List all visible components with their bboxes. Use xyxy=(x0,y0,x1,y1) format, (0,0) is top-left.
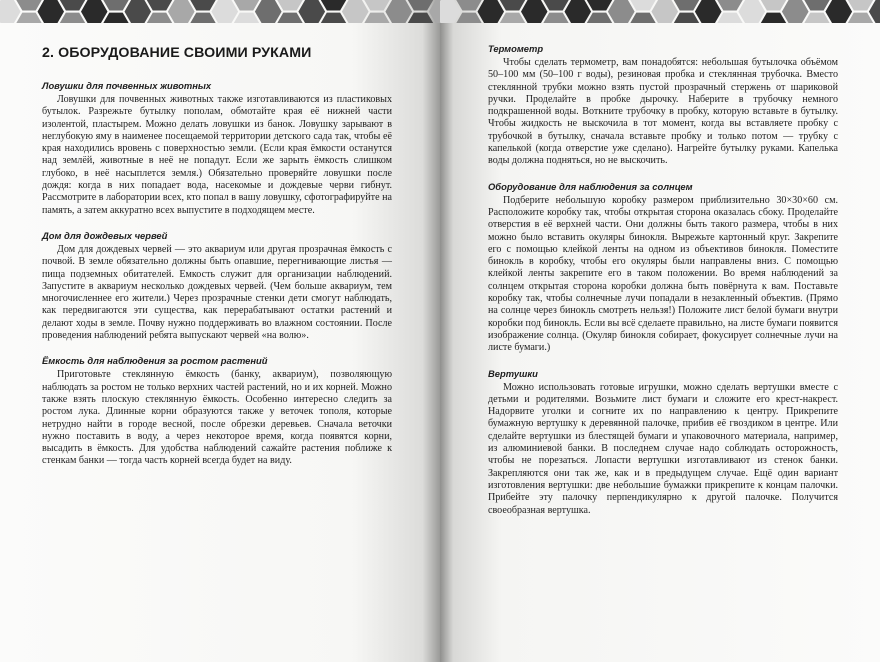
hexagon-tile xyxy=(407,13,434,23)
section-heading-worm-house: Дом для дождевых червей xyxy=(42,229,168,241)
hexagon-tile xyxy=(103,13,130,23)
hexagon-tile xyxy=(125,0,152,23)
hexagon-tile xyxy=(521,0,548,23)
hexagon-tile xyxy=(407,0,434,11)
hexagon-tile xyxy=(565,0,592,23)
section-text-thermometer: Чтобы сделать термометр, вам понадобятся: небольшая бутылочка объёмом 50–100 мм (50–100 г воды), резиновая пробка и стеклянная трубочка. Вместо стеклянной трубки можно взять пустой прозрачный стержень от шариковой ручки. Проделайте в пробке дырочку. Наберите в трубочку немного подкрашенной воды. Воткните трубочку в пробку, которую вставьте в бутылку. Чтобы жидкость не выскочила в тот момент, когда вы вставляете пробку с трубочкой в бутылку, сначала вставьте пробку и только потом — трубку с капелькой (когда отверстие уже сделано). Нагрейте бутылку руками. Капелька воды должна подняться, но не выскочить. xyxy=(488,57,838,167)
hexagon-tile xyxy=(59,0,86,11)
hexagon-tile xyxy=(738,0,765,23)
hexagon-tile xyxy=(255,0,282,23)
hexagon-tile xyxy=(168,0,195,23)
hexagon-tile xyxy=(16,13,43,23)
hexagon-tile xyxy=(38,0,65,23)
hexagon-tile xyxy=(59,13,86,23)
hexagon-tile xyxy=(825,0,852,23)
hexagon-tile xyxy=(81,0,108,23)
hexagon-tile xyxy=(608,0,635,23)
hexagon-tile xyxy=(673,0,700,11)
hexagon-tile xyxy=(804,0,831,11)
hexagon-tile xyxy=(717,0,744,11)
hexagon-tile xyxy=(16,0,43,11)
hexagon-pattern xyxy=(0,0,440,23)
hexagon-tile xyxy=(233,0,260,11)
section-heading-pinwheels: Вертушки xyxy=(488,367,538,379)
hexagon-tile xyxy=(146,0,173,11)
hexagon-tile xyxy=(298,0,325,23)
hexagon-tile xyxy=(146,13,173,23)
section-text-soil-traps: Ловушки для почвенных животных также изготавливаются из пластиковых бутылок. Разрежьте бутылку пополам, обмотайте края её нижней части изолентой, пластырем. Можно делать ловушки из банок. Ловушку зарывают в неглубокую яму в наименее посещаемой территории детского сада так, чтобы её края находились вровень с поверхностью земли. (Если края ёмкости останутся над землёй, животные в неё не попадут. Если же зарыть ёмкость слишком глубоко, в неё насыплется земля.) Обязательно проверяйте ловушки после дождя: когда в них попадает вода, насекомые и дождевые черви гибнут. Рассмотрите в лаборатории всех, кто попал в вашу ловушку, сфотографируйте на память, а затем аккуратно всех выпустите в подходящем месте. xyxy=(42,94,392,216)
hexagon-tile xyxy=(782,0,809,23)
chapter-title: 2. ОБОРУДОВАНИЕ СВОИМИ РУКАМИ xyxy=(42,45,312,61)
hexagon-tile xyxy=(320,13,347,23)
hexagon-tile xyxy=(233,13,260,23)
hexagon-tile xyxy=(190,0,217,11)
hexagon-tile xyxy=(543,13,570,23)
hexagon-tile xyxy=(651,0,678,23)
hexagon-tile xyxy=(499,0,526,11)
hexagon-tile xyxy=(695,0,722,23)
hexagon-tile xyxy=(0,0,21,23)
hexagon-tile xyxy=(673,13,700,23)
section-text-sun-observation: Подберите небольшую коробку размером приблизительно 30×30×60 см. Расположите коробку так, чтобы открытая сторона оказалась сбоку. Проделайте отверстия в её верхней части. Они должны быть такого размера, чтобы в них можно было вставить окуляры бинокля. Вырежьте картонный круг. Закрепите его с помощью клейкой ленты на одном из объективов бинокля. Поместите бинокль в коробку, чтобы его окуляры были направлены вниз. С помощью клейкой ленты закрепите его в таком положении. Во время наблюдений за солнцем открытая сторона коробки должна быть повёрнута к вам. Поставьте коробку так, чтобы солнечные лучи попадали в незакленный объектив. (Прямо на солнце через бинокль смотреть нельзя!) Положите лист белой бумаги внутри коробки под бинокль. Если вы всё сделаете правильно, на листе бумаги появится изображение солнца. (Окуляр бинокля собирает, фокусирует солнечные лучи на листе бумаги.) xyxy=(488,194,838,354)
right-page xyxy=(440,0,880,662)
hexagon-tile xyxy=(717,13,744,23)
right-page-content xyxy=(488,43,838,530)
hexagon-tile xyxy=(630,0,657,11)
hexagon-tile xyxy=(499,13,526,23)
hexagon-tile xyxy=(456,13,483,23)
hexagon-tile xyxy=(630,13,657,23)
section-heading-soil-traps: Ловушки для почвенных животных xyxy=(42,80,212,91)
hexagon-tile xyxy=(456,0,483,11)
hexagon-tile xyxy=(211,0,238,23)
hexagon-tile xyxy=(804,13,831,23)
hexagon-tile xyxy=(364,13,391,23)
hexagon-tile xyxy=(586,13,613,23)
section-text-plant-growth-container: Приготовьте стеклянную ёмкость (банку, аквариум), позволяющую наблюдать за ростом не только верхних частей растений, но и их корней. Можно также взять плоскую стеклянную ёмкость. Особенно интересно следить за ростом лука. Длинные корни образуются также у веточек тополя, которые нетрудно найти в городе весной, после обрезки деревьев. Сначала веточки нужно поставить в воду, а через некоторое время, когда появятся корни, высадить в ёмкость. Для удобства наблюдений сажайте растения поближе к стенкам банки — тогда часть корней всегда будет на виду. xyxy=(42,369,392,467)
hexagon-tile xyxy=(385,0,412,23)
hexagon-tile xyxy=(277,13,304,23)
section-heading-thermometer: Термометр xyxy=(488,43,544,54)
hexagon-tile xyxy=(543,0,570,11)
hexagon-tile xyxy=(190,13,217,23)
section-heading-plant-growth-container: Ёмкость для наблюдения за ростом растений xyxy=(42,355,268,367)
hexagon-pattern xyxy=(440,0,880,23)
hexagon-tile xyxy=(760,0,787,11)
hexagon-tile xyxy=(440,0,461,23)
hexagon-tile xyxy=(478,0,505,23)
hexagon-tile xyxy=(847,0,874,11)
hexagon-tile xyxy=(277,0,304,11)
section-text-worm-house: Дом для дождевых червей — это аквариум или другая прозрачная ёмкость с почвой. В земле обязательно должны быть опавшие, перегнивающие листья — пища подземных обитателей. Емкость служит для организации наблюдений. Запустите в аквариум несколько дождевых червей. (Чем больше аквариум, тем многочисленнее его жители.) Через прозрачные стенки дети смогут наблюдать, как передвигаются эти существа, как перерабатывают остатки растений и делают ходы в земле. Почву нужно поддерживать во влажном состоянии. После проведения наблюдений ребята выпускают червей «на волю». xyxy=(42,243,392,342)
section-heading-sun-observation: Оборудование для наблюдения за солнцем xyxy=(488,180,693,192)
hexagon-tile xyxy=(103,0,130,11)
hexagon-tile xyxy=(760,13,787,23)
hexagon-tile xyxy=(342,0,369,23)
hexagon-decor-band-right xyxy=(440,0,880,23)
left-page-content xyxy=(42,43,392,481)
section-text-pinwheels: Можно использовать готовые игрушки, можно сделать вертушки вместе с детьми и родителями. Возьмите лист бумаги и сложите его крест-накрест. Надорвите уголки и согните их по направлению к центру. Прикрепите бумажную вертушку к деревянной палочке, прибив её гвоздиком в центре. Или сделайте вертушки из блестящей бумаги и упаковочного материала, например, из алюминиевой банки. В последнем случае надо соблюдать осторожность, чтобы не порезаться. Лопасти вертушки изготавливают из стенок банки. Закрепляются они так же, как и в предыдущем случае. Ещё один вариант изготовления вертушки: две небольшие бумажки прикрепите к концам палочки. Прибейте эту палочку перпендикулярно к другой палочке. Получится своеобразная вертушка. xyxy=(488,381,838,516)
hexagon-tile xyxy=(364,0,391,11)
hexagon-decor-band-left xyxy=(0,0,440,23)
hexagon-tile xyxy=(847,13,874,23)
hexagon-tile xyxy=(320,0,347,11)
hexagon-tile xyxy=(586,0,613,11)
